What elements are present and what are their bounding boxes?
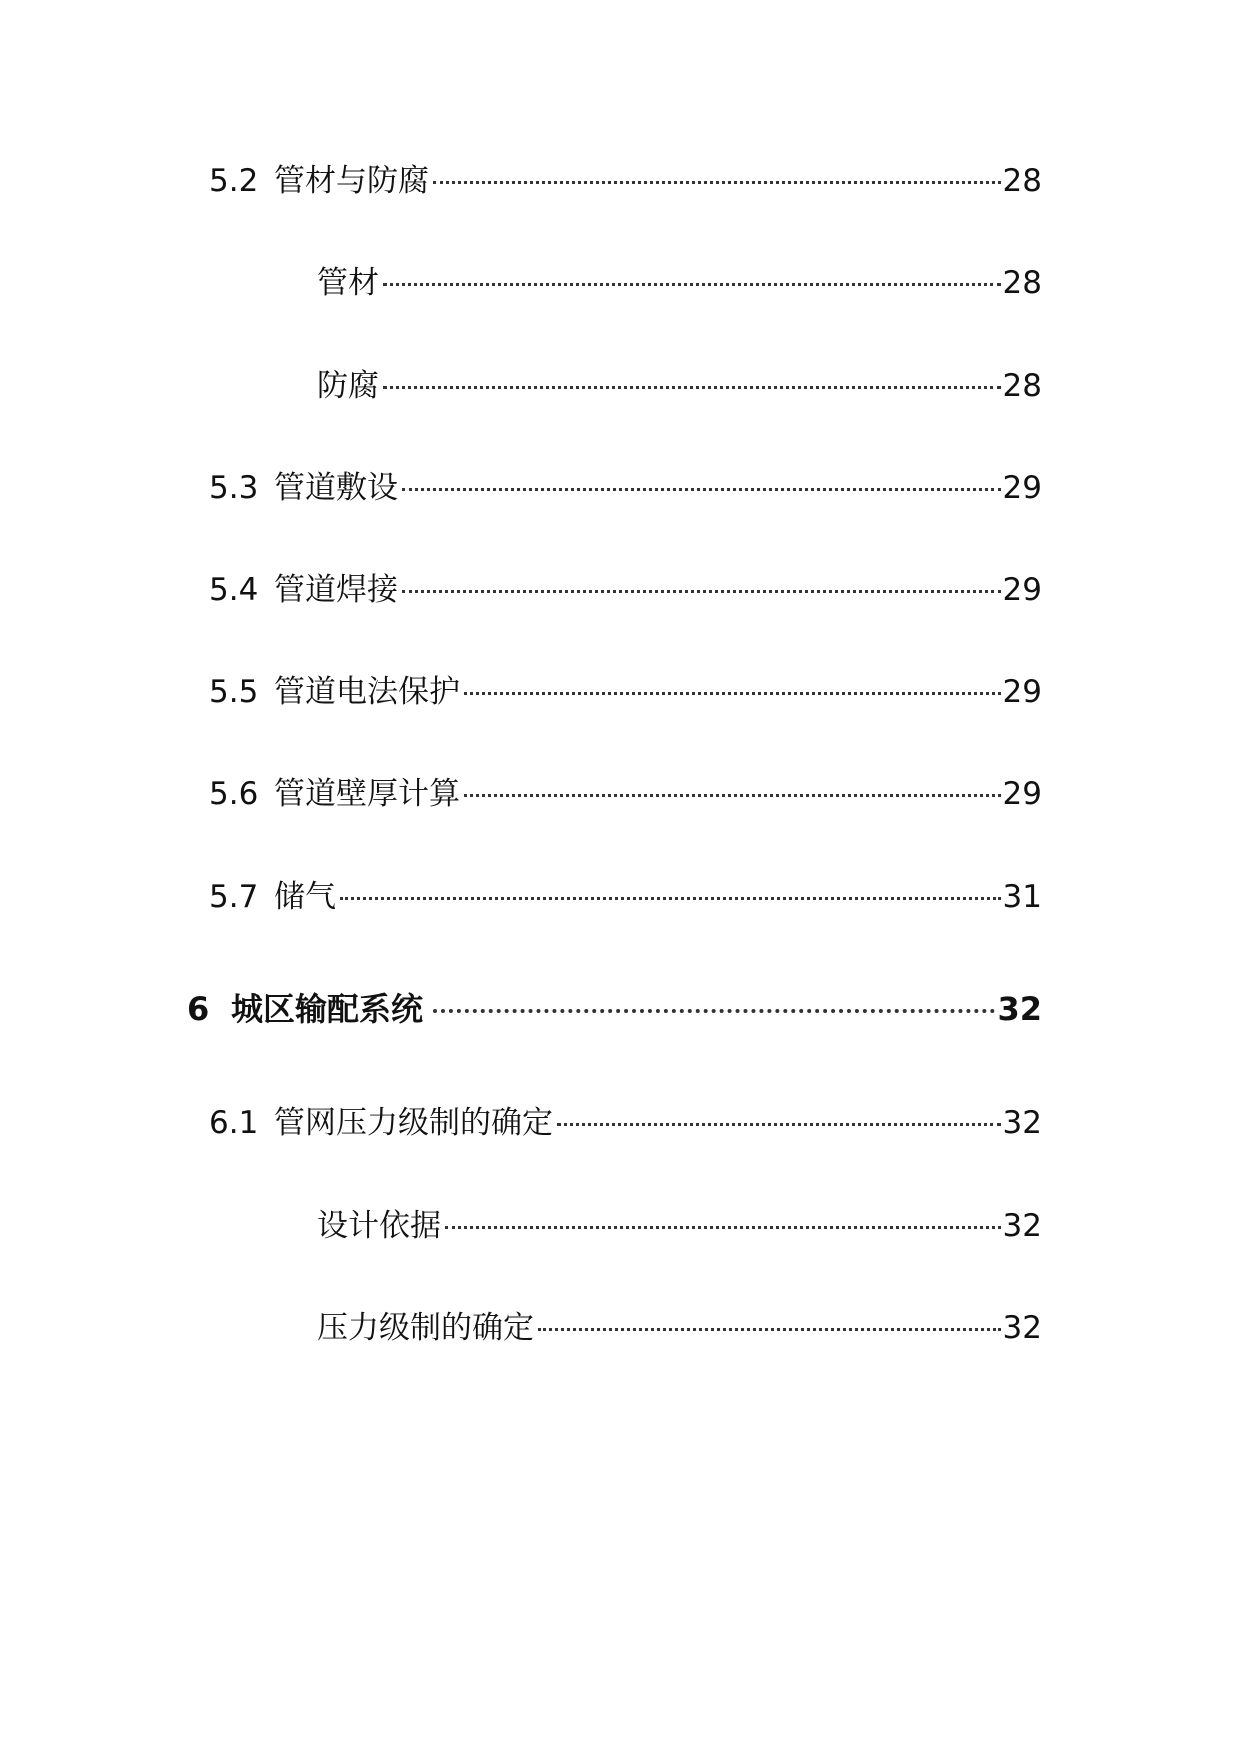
toc-page-number: 29: [1002, 776, 1042, 812]
toc-page-number: 29: [1002, 674, 1042, 710]
toc-page-number: 32: [1002, 1208, 1042, 1244]
toc-entry-5-6[interactable]: [209, 774, 1042, 814]
toc-title: 管道焊接: [274, 572, 398, 608]
dot-leader: [383, 283, 1001, 286]
toc-page-number: 31: [1002, 879, 1042, 915]
toc-page-number: 28: [1002, 368, 1042, 404]
toc-entry-5-5[interactable]: [209, 672, 1042, 712]
toc-page-number: 32: [1002, 1310, 1042, 1346]
toc-page-number: 29: [1002, 572, 1042, 608]
toc-page-number: 32: [997, 990, 1042, 1028]
toc-number: 6.1: [209, 1105, 259, 1141]
toc-number: 5.7: [209, 879, 259, 915]
toc-title: 管网压力级制的确定: [274, 1105, 553, 1141]
dot-leader: [464, 692, 1001, 695]
dot-leader: [402, 590, 1001, 593]
toc-title: 管道电法保护: [274, 674, 460, 710]
toc-entry-5-2[interactable]: [209, 161, 1042, 201]
toc-entry-5-4[interactable]: [209, 570, 1042, 610]
toc-number: 6: [187, 990, 210, 1028]
toc-page-number: 28: [1002, 265, 1042, 301]
toc-number: 5.3: [209, 470, 259, 506]
toc-title: 压力级制的确定: [317, 1310, 534, 1346]
toc-entry-6-1[interactable]: [209, 1103, 1042, 1143]
toc-entry-fangfu[interactable]: [317, 366, 1042, 406]
toc-title: 管道壁厚计算: [274, 776, 460, 812]
toc-entry-yali-jizhi[interactable]: [317, 1308, 1042, 1348]
dot-leader: [433, 1009, 995, 1013]
toc-number: 5.4: [209, 572, 259, 608]
toc-number: 5.5: [209, 674, 259, 710]
dot-leader: [464, 794, 1001, 797]
dot-leader: [557, 1123, 1001, 1126]
toc-number: 5.6: [209, 776, 259, 812]
toc-entry-sheji-yiju[interactable]: [317, 1206, 1042, 1246]
dot-leader: [445, 1226, 1001, 1229]
toc-entry-chapter-6[interactable]: [187, 989, 1042, 1029]
dot-leader: [383, 386, 1001, 389]
toc-page-number: 28: [1002, 163, 1042, 199]
toc-title: 城区输配系统: [231, 990, 424, 1028]
toc-entry-5-3[interactable]: [209, 468, 1042, 508]
toc-title: 管材与防腐: [274, 163, 429, 199]
toc-entry-guancai[interactable]: [317, 263, 1042, 303]
toc-title: 设计依据: [317, 1208, 441, 1244]
toc-page-number: 29: [1002, 470, 1042, 506]
toc-title: 储气: [274, 879, 336, 915]
toc-entry-5-7[interactable]: [209, 877, 1042, 917]
dot-leader: [340, 897, 1001, 900]
dot-leader: [433, 181, 1001, 184]
toc-title: 管道敷设: [274, 470, 398, 506]
dot-leader: [402, 488, 1001, 491]
toc-title: 防腐: [317, 368, 379, 404]
toc-page-number: 32: [1002, 1105, 1042, 1141]
toc-title: 管材: [317, 265, 379, 301]
dot-leader: [538, 1328, 1001, 1331]
toc-number: 5.2: [209, 163, 259, 199]
